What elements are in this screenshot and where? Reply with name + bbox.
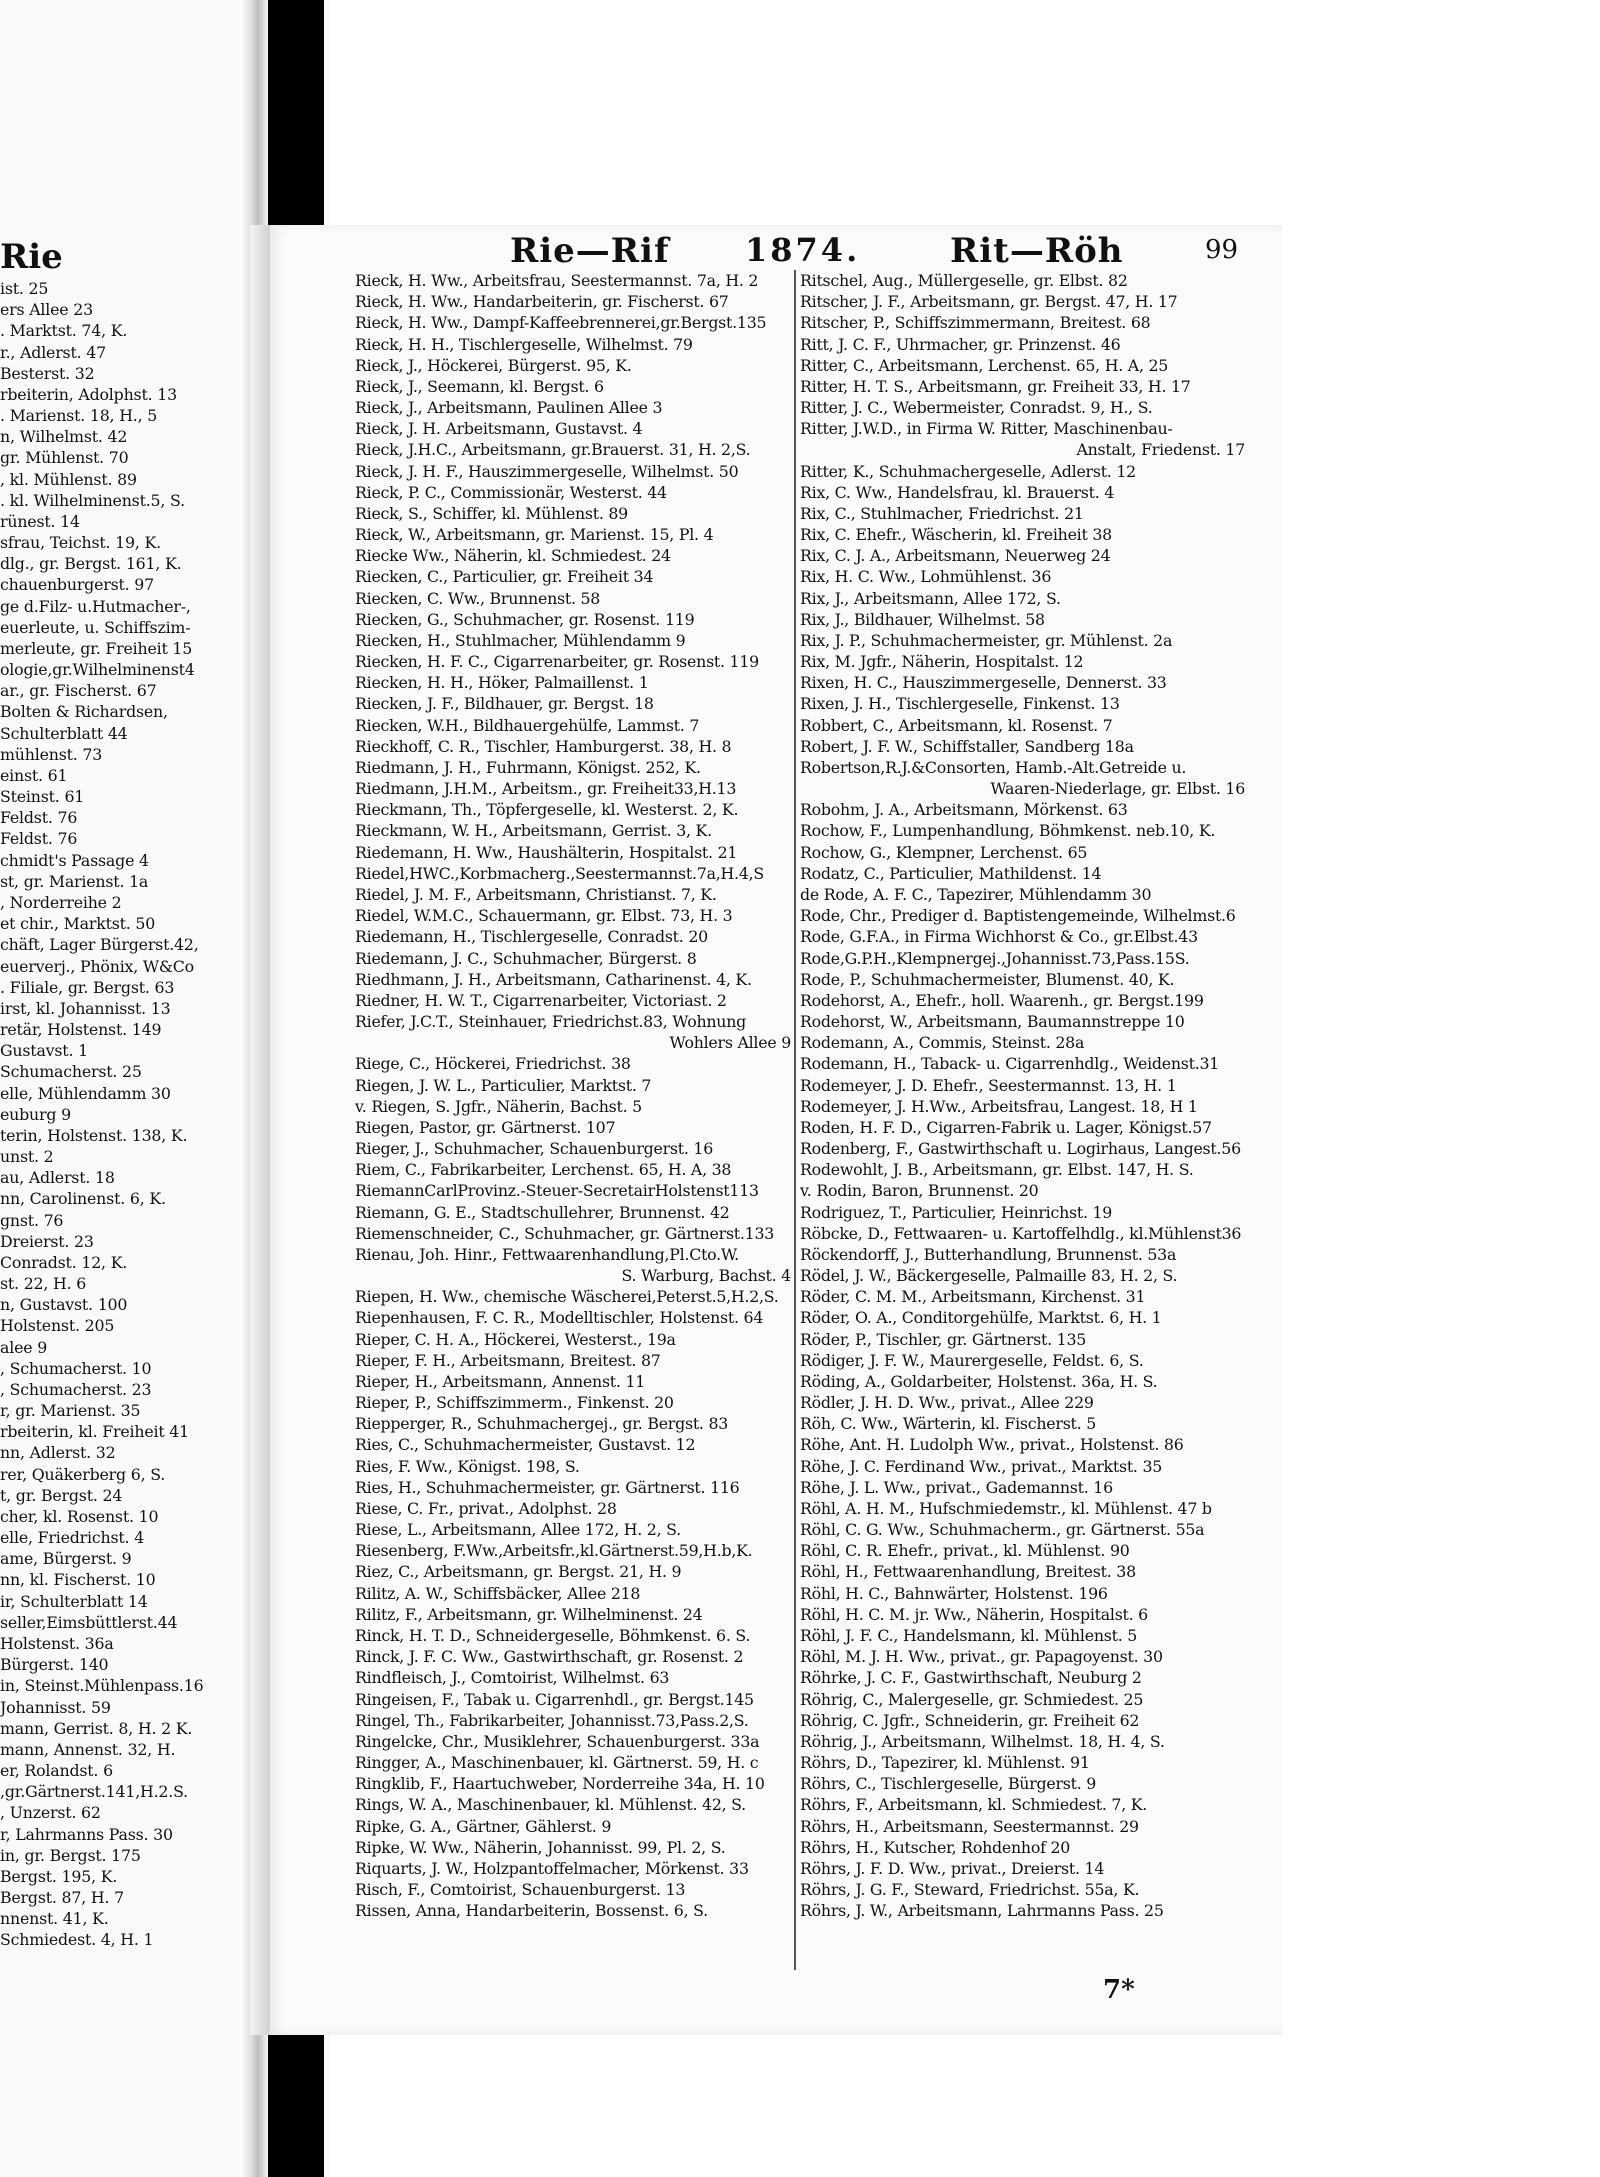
- directory-entry: Riedel, J. M. F., Arbeitsmann, Christianst. 7, K.: [355, 884, 717, 904]
- directory-entry: Rieper, C. H. A., Höckerei, Westerst., 19a: [355, 1329, 676, 1349]
- directory-entry: Riedmann, J.H.M., Arbeitsm., gr. Freiheit33,H.13: [355, 779, 737, 799]
- directory-entry: Riegen, J. W. L., Particulier, Marktst. 7: [355, 1075, 652, 1095]
- directory-entry: Rieck, P. C., Commissionär, Westerst. 44: [355, 482, 667, 502]
- left-page-lines: [0, 278, 255, 1951]
- directory-entry: Riquarts, J. W., Holzpantoffelmacher, Mörkenst. 33: [355, 1858, 749, 1878]
- directory-entry: Rödel, J. W., Bäckergeselle, Palmaille 83, H. 2, S.: [800, 1266, 1178, 1286]
- directory-entry: Rixen, H. C., Hauszimmergeselle, Dennerst. 33: [800, 673, 1167, 693]
- directory-entry: Riedemann, H., Tischlergeselle, Conradst. 20: [355, 927, 708, 947]
- directory-entry: Röhe, Ant. H. Ludolph Ww., privat., Holstenst. 86: [800, 1435, 1184, 1455]
- fragment-line: au, Adlerst. 18: [0, 1168, 115, 1188]
- signature-mark: 7*: [1103, 1975, 1135, 2005]
- fragment-line: Besterst. 32: [0, 363, 95, 383]
- fragment-line: , Unzerst. 62: [0, 1803, 101, 1823]
- fragment-line: n, Gustavst. 100: [0, 1295, 128, 1315]
- directory-entry: Röhl, M. J. H. Ww., privat., gr. Papagoyenst. 30: [800, 1647, 1163, 1667]
- directory-entry: Ringger, A., Maschinenbauer, kl. Gärtnerst. 59, H. c: [355, 1753, 759, 1773]
- fragment-line: Dreierst. 23: [0, 1231, 94, 1251]
- directory-entry: Riepperger, R., Schuhmachergej., gr. Bergst. 83: [355, 1414, 729, 1434]
- directory-entry: Rieck, H. Ww., Arbeitsfrau, Seestermannst. 7a, H. 2: [355, 271, 759, 290]
- directory-entry: Riecken, C., Particulier, gr. Freiheit 34: [355, 567, 654, 587]
- directory-entry: Röhrs, H., Arbeitsmann, Seestermannst. 29: [800, 1816, 1139, 1836]
- fragment-line: ir, Schulterblatt 14: [0, 1591, 148, 1611]
- fragment-line: Holstenst. 205: [0, 1316, 115, 1336]
- header-range-left: Rie—Rif: [510, 231, 670, 271]
- directory-entry: v. Rodin, Baron, Brunnenst. 20: [800, 1181, 1039, 1201]
- directory-entry: Röhl, C. R. Ehefr., privat., kl. Mühlenst. 90: [800, 1541, 1130, 1561]
- fragment-line: ame, Bürgerst. 9: [0, 1549, 132, 1569]
- directory-entry: Rieck, H. Ww., Dampf-Kaffeebrennerei,gr.Bergst.135: [355, 313, 767, 333]
- fragment-line: in, Steinst.Mühlenpass.16: [0, 1676, 204, 1696]
- fragment-line: ologie,gr.Wilhelminenst4: [0, 660, 195, 680]
- directory-entry: Wohlers Allee 9: [669, 1033, 791, 1053]
- directory-entry: Rodehorst, W., Arbeitsmann, Baumannstreppe 10: [800, 1012, 1185, 1032]
- fragment-line: , Schumacherst. 23: [0, 1379, 152, 1399]
- fragment-line: et chir., Marktst. 50: [0, 914, 156, 934]
- fragment-line: . kl. Wilhelminenst.5, S.: [0, 490, 185, 510]
- directory-entry: Rissen, Anna, Handarbeiterin, Bossenst. 6, S.: [355, 1901, 708, 1921]
- directory-entry: Rödler, J. H. D. Ww., privat., Allee 229: [800, 1393, 1094, 1413]
- fragment-line: nn, Carolinenst. 6, K.: [0, 1189, 166, 1209]
- directory-entry: Riedel,HWC.,Korbmacherg.,Seestermannst.7a,H.4,S: [355, 863, 764, 883]
- directory-entry: Rodriguez, T., Particulier, Heinrichst. 19: [800, 1202, 1113, 1222]
- directory-entry: Riez, C., Arbeitsmann, gr. Bergst. 21, H. 9: [355, 1562, 682, 1582]
- directory-entry: Rieck, J., Arbeitsmann, Paulinen Allee 3: [355, 398, 663, 418]
- directory-entry: Anstalt, Friedenst. 17: [1076, 440, 1245, 460]
- page-number: 99: [1205, 235, 1239, 265]
- fragment-line: Johannisst. 59: [0, 1697, 111, 1717]
- directory-entry: Rixen, J. H., Tischlergeselle, Finkenst. 13: [800, 694, 1120, 714]
- directory-entry: Ritter, H. T. S., Arbeitsmann, gr. Freiheit 33, H. 17: [800, 376, 1191, 396]
- fragment-line: Feldst. 76: [0, 808, 78, 828]
- directory-entry: Ripke, G. A., Gärtner, Gählerst. 9: [355, 1816, 612, 1836]
- fragment-line: ist. 25: [0, 279, 49, 298]
- fragment-line: mann, Annenst. 32, H.: [0, 1739, 176, 1759]
- fragment-line: rbeiterin, kl. Freiheit 41: [0, 1422, 190, 1442]
- directory-entry: Rochow, F., Lumpenhandlung, Böhmkenst. neb.10, K.: [800, 821, 1216, 841]
- fragment-line: . Marktst. 74, K.: [0, 321, 128, 341]
- directory-entry: Rodemeyer, J. D. Ehefr., Seestermannst. 13, H. 1: [800, 1075, 1177, 1095]
- fragment-line: elle, Friedrichst. 4: [0, 1528, 145, 1548]
- directory-entry: Rode, P., Schuhmachermeister, Blumenst. 40, K.: [800, 969, 1175, 989]
- directory-entry: Rix, J., Bildhauer, Wilhelmst. 58: [800, 609, 1045, 629]
- directory-entry: Rix, C. J. A., Arbeitsmann, Neuerweg 24: [800, 546, 1111, 566]
- fragment-line: rünest. 14: [0, 511, 80, 531]
- directory-entry: Röhrig, J., Arbeitsmann, Wilhelmst. 18, H. 4, S.: [800, 1731, 1165, 1751]
- directory-entry: Röder, O. A., Conditorgehülfe, Marktst. 6, H. 1: [800, 1308, 1162, 1328]
- fragment-line: Steinst. 61: [0, 787, 85, 807]
- directory-entry: Rix, H. C. Ww., Lohmühlenst. 36: [800, 567, 1052, 587]
- fragment-line: elle, Mühlendamm 30: [0, 1083, 171, 1103]
- directory-entry: Rode, G.F.A., in Firma Wichhorst & Co., gr.Elbst.43: [800, 927, 1198, 947]
- directory-entry: Waaren-Niederlage, gr. Elbst. 16: [990, 779, 1245, 799]
- directory-entry: Ritschel, Aug., Müllergeselle, gr. Elbst. 82: [800, 271, 1128, 290]
- directory-entry: Riegen, Pastor, gr. Gärtnerst. 107: [355, 1117, 616, 1137]
- fragment-line: nnenst. 41, K.: [0, 1909, 109, 1929]
- fragment-line: rer, Quäkerberg 6, S.: [0, 1464, 166, 1484]
- directory-entry: Rieckmann, W. H., Arbeitsmann, Gerrist. 3, K.: [355, 821, 712, 841]
- directory-entry: Rilitz, A. W., Schiffsbäcker, Allee 218: [355, 1583, 641, 1603]
- fragment-line: Schmiedest. 4, H. 1: [0, 1930, 154, 1950]
- fragment-line: , Schumacherst. 10: [0, 1358, 152, 1378]
- directory-entry: Röhrs, H., Kutscher, Rohdenhof 20: [800, 1837, 1071, 1857]
- directory-entry: Rodemann, H., Taback- u. Cigarrenhdlg., Weidenst.31: [800, 1054, 1220, 1074]
- directory-entry: Röhrs, C., Tischlergeselle, Bürgerst. 9: [800, 1774, 1097, 1794]
- directory-entry: Ritter, J. C., Webermeister, Conradst. 9, H., S.: [800, 398, 1153, 418]
- fragment-line: gnst. 76: [0, 1210, 64, 1230]
- directory-entry: Ripke, W. Ww., Näherin, Johannisst. 99, Pl. 2, S.: [355, 1837, 726, 1857]
- directory-entry: Röhe, J. L. Ww., privat., Gademannst. 16: [800, 1477, 1113, 1497]
- fragment-line: Bürgerst. 140: [0, 1655, 109, 1675]
- directory-entry: Riefer, J.C.T., Steinhauer, Friedrichst.83, Wohnung: [355, 1012, 747, 1032]
- directory-entry: S. Warburg, Bachst. 4: [621, 1266, 791, 1286]
- fragment-line: n, Wilhelmst. 42: [0, 427, 128, 447]
- fragment-line: ge d.Filz- u.Hutmacher-,: [0, 596, 191, 616]
- directory-entry: Röhrs, J. F. D. Ww., privat., Dreierst. 14: [800, 1858, 1105, 1878]
- fragment-line: er, Rolandst. 6: [0, 1761, 113, 1781]
- left-page-header: Rie: [0, 237, 63, 277]
- directory-entry: Röhrs, J. W., Arbeitsmann, Lahrmanns Pass. 25: [800, 1901, 1164, 1921]
- directory-entry: Rodenberg, F., Gastwirthschaft u. Logirhaus, Langest.56: [800, 1139, 1241, 1159]
- directory-entry: Ringklib, F., Haartuchweber, Norderreihe 34a, H. 10: [355, 1774, 765, 1794]
- directory-entry: Rix, C. Ww., Handelsfrau, kl. Brauerst. 4: [800, 482, 1115, 502]
- directory-entry: Röhrke, J. C. F., Gastwirthschaft, Neuburg 2: [800, 1668, 1142, 1688]
- fragment-line: Holstenst. 36a: [0, 1634, 114, 1653]
- fragment-line: chmidt's Passage 4: [0, 850, 149, 870]
- header-range-right: Rit—Röh: [950, 231, 1124, 271]
- directory-entry: Röhrig, C. Jgfr., Schneiderin, gr. Freiheit 62: [800, 1710, 1140, 1730]
- fragment-line: seller,Eimsbüttlerst.44: [0, 1612, 178, 1632]
- directory-entry: Ritscher, J. F., Arbeitsmann, gr. Bergst. 47, H. 17: [800, 292, 1178, 312]
- directory-entry: Riem, C., Fabrikarbeiter, Lerchenst. 65, H. A, 38: [355, 1160, 732, 1180]
- directory-entry: Rieck, J.H.C., Arbeitsmann, gr.Brauerst. 31, H. 2,S.: [355, 440, 751, 460]
- fragment-line: Bolten & Richardsen,: [0, 702, 168, 722]
- fragment-line: . Marienst. 18, H., 5: [0, 406, 158, 426]
- directory-entry: Riedhmann, J. H., Arbeitsmann, Catharinenst. 4, K.: [355, 969, 752, 989]
- directory-entry: Rix, C., Stuhlmacher, Friedrichst. 21: [800, 503, 1084, 523]
- directory-entry: Riedmann, J. H., Fuhrmann, Königst. 252, K.: [355, 757, 701, 777]
- fragment-line: gr. Mühlenst. 70: [0, 448, 129, 468]
- directory-entry: Riepen, H. Ww., chemische Wäscherei,Peterst.5,H.2,S.: [355, 1287, 779, 1307]
- directory-entry: Rieck, W., Arbeitsmann, gr. Marienst. 15, Pl. 4: [355, 525, 714, 545]
- directory-entry: Röckendorff, J., Butterhandlung, Brunnenst. 53a: [800, 1244, 1177, 1264]
- directory-entry: Ries, C., Schuhmachermeister, Gustavst. 12: [355, 1435, 696, 1455]
- fragment-line: unst. 2: [0, 1147, 54, 1167]
- fragment-line: Schumacherst. 25: [0, 1062, 142, 1082]
- fragment-line: nn, kl. Fischerst. 10: [0, 1570, 156, 1590]
- directory-entry: Ritter, K., Schuhmachergeselle, Adlerst. 12: [800, 461, 1136, 481]
- directory-column-left: [355, 270, 791, 1921]
- fragment-line: euerverj., Phönix, W&Co: [0, 956, 194, 976]
- fragment-line: . Filiale, gr. Bergst. 63: [0, 977, 175, 997]
- directory-entry: Rodewohlt, J. B., Arbeitsmann, gr. Elbst. 147, H. S.: [800, 1160, 1194, 1180]
- directory-entry: Rieckmann, Th., Töpfergeselle, kl. Westerst. 2, K.: [355, 800, 739, 820]
- fragment-line: Schulterblatt 44: [0, 723, 128, 743]
- fragment-line: irst, kl. Johannisst. 13: [0, 998, 171, 1018]
- fragment-line: r., Adlerst. 47: [0, 342, 106, 362]
- directory-entry: Risch, F., Comtoirist, Schauenburgerst. 13: [355, 1880, 686, 1900]
- directory-entry: Ries, H., Schuhmachermeister, gr. Gärtnerst. 116: [355, 1477, 740, 1497]
- fragment-line: t, gr. Bergst. 24: [0, 1485, 123, 1505]
- directory-entry: Rilitz, F., Arbeitsmann, gr. Wilhelminenst. 24: [355, 1604, 703, 1624]
- fragment-line: chauenburgerst. 97: [0, 575, 154, 595]
- directory-entry: Ringeisen, F., Tabak u. Cigarrenhdl., gr. Bergst.145: [355, 1689, 754, 1709]
- fragment-line: retär, Holstenst. 149: [0, 1020, 162, 1040]
- directory-entry: Rochow, G., Klempner, Lerchenst. 65: [800, 842, 1088, 862]
- directory-entry: Rodemeyer, J. H.Ww., Arbeitsfrau, Langest. 18, H 1: [800, 1096, 1198, 1116]
- directory-entry: Riese, L., Arbeitsmann, Allee 172, H. 2, S.: [355, 1520, 681, 1540]
- directory-entry: Rix, J. P., Schuhmachermeister, gr. Mühlenst. 2a: [800, 630, 1173, 650]
- directory-entry: Robert, J. F. W., Schiffstaller, Sandberg 18a: [800, 736, 1134, 756]
- directory-entry: Riecken, H. F. C., Cigarrenarbeiter, gr. Rosenst. 119: [355, 652, 759, 672]
- fragment-line: euburg 9: [0, 1104, 71, 1124]
- directory-entry: Rodehorst, A., Ehefr., holl. Waarenh., gr. Bergst.199: [800, 990, 1204, 1010]
- directory-entry: Röhrs, J. G. F., Steward, Friedrichst. 55a, K.: [800, 1880, 1140, 1900]
- page-header: [355, 231, 1275, 275]
- directory-entry: Rieper, F. H., Arbeitsmann, Breitest. 87: [355, 1350, 661, 1370]
- fragment-line: Bergst. 87, H. 7: [0, 1888, 124, 1908]
- directory-entry: Rienau, Joh. Hinr., Fettwaarenhandlung,Pl.Cto.W.: [355, 1244, 739, 1264]
- fragment-line: einst. 61: [0, 765, 68, 785]
- directory-entry: Riesenberg, F.Ww.,Arbeitsfr.,kl.Gärtnerst.59,H.b,K.: [355, 1541, 753, 1561]
- fragment-line: mann, Gerrist. 8, H. 2 K.: [0, 1718, 193, 1738]
- fragment-line: in, gr. Bergst. 175: [0, 1845, 141, 1865]
- directory-entry: Rieck, J. H. Arbeitsmann, Gustavst. 4: [355, 419, 643, 439]
- fragment-line: ,gr.Gärtnerst.141,H.2.S.: [0, 1782, 188, 1802]
- directory-entry: Röbcke, D., Fettwaaren- u. Kartoffelhdlg., kl.Mühlenst36: [800, 1223, 1242, 1243]
- fragment-line: ers Allee 23: [0, 300, 93, 320]
- fragment-line: ar., gr. Fischerst. 67: [0, 681, 157, 701]
- directory-entry: Riese, C. Fr., privat., Adolphst. 28: [355, 1498, 617, 1518]
- directory-entry: Ringel, Th., Fabrikarbeiter, Johannisst.73,Pass.2,S.: [355, 1710, 749, 1730]
- directory-entry: Rieck, J. H. F., Hauszimmergeselle, Wilhelmst. 50: [355, 461, 739, 481]
- fragment-line: nn, Adlerst. 32: [0, 1443, 116, 1463]
- directory-entry: Rinck, J. F. C. Ww., Gastwirthschaft, gr. Rosenst. 2: [355, 1647, 744, 1667]
- directory-entry: Röhl, A. H. M., Hufschmiedemstr., kl. Mühlenst. 47 b: [800, 1498, 1212, 1518]
- directory-entry: de Rode, A. F. C., Tapezirer, Mühlendamm 30: [800, 884, 1152, 904]
- fragment-line: dlg., gr. Bergst. 161, K.: [0, 554, 182, 574]
- directory-entry: Rode,G.P.H.,Klempnergej.,Johannisst.73,Pass.15S.: [800, 948, 1190, 968]
- directory-entry: Riemann, G. E., Stadtschullehrer, Brunnenst. 42: [355, 1202, 730, 1222]
- directory-entry: Röhl, J. F. C., Handelsmann, kl. Mühlenst. 5: [800, 1626, 1138, 1645]
- directory-entry: Riedemann, H. Ww., Haushälterin, Hospitalst. 21: [355, 842, 738, 862]
- directory-entry: Röhrs, D., Tapezirer, kl. Mühlenst. 91: [800, 1753, 1090, 1773]
- directory-entry: Riecken, G., Schuhmacher, gr. Rosenst. 119: [355, 609, 695, 629]
- fragment-line: r, gr. Marienst. 35: [0, 1401, 141, 1421]
- directory-entry: Rieck, S., Schiffer, kl. Mühlenst. 89: [355, 503, 628, 523]
- directory-entry: Riecken, H. H., Höker, Palmaillenst. 1: [355, 673, 649, 693]
- directory-entry: Röh, C. Ww., Wärterin, kl. Fischerst. 5: [800, 1414, 1096, 1434]
- directory-entry: Röder, P., Tischler, gr. Gärtnerst. 135: [800, 1329, 1087, 1349]
- directory-entry: Riecken, H., Stuhlmacher, Mühlendamm 9: [355, 630, 686, 650]
- fragment-line: merleute, gr. Freiheit 15: [0, 638, 193, 658]
- directory-entry: Rix, C. Ehefr., Wäscherin, kl. Freiheit 38: [800, 525, 1112, 545]
- directory-entry: v. Riegen, S. Jgfr., Näherin, Bachst. 5: [355, 1096, 642, 1116]
- directory-entry: Roden, H. F. D., Cigarren-Fabrik u. Lager, Königst.57: [800, 1117, 1212, 1137]
- directory-entry: Rode, Chr., Prediger d. Baptistengemeinde, Wilhelmst.6: [800, 906, 1236, 926]
- directory-entry: Rieck, H. Ww., Handarbeiterin, gr. Fischerst. 67: [355, 292, 729, 312]
- directory-entry: Rodemann, A., Commis, Steinst. 28a: [800, 1033, 1085, 1053]
- directory-entry: Rieck, J., Höckerei, Bürgerst. 95, K.: [355, 355, 632, 375]
- directory-entry: Riecken, W.H., Bildhauergehülfe, Lammst. 7: [355, 715, 700, 735]
- directory-entry: Riepenhausen, F. C. R., Modelltischler, Holstenst. 64: [355, 1308, 764, 1328]
- directory-entry: Riemenschneider, C., Schuhmacher, gr. Gärtnerst.133: [355, 1223, 775, 1243]
- directory-entry: Rieck, H. H., Tischlergeselle, Wilhelmst. 79: [355, 334, 693, 354]
- directory-entry: Riedner, H. W. T., Cigarrenarbeiter, Victoriast. 2: [355, 990, 727, 1010]
- directory-entry: Röhl, H. C. M. jr. Ww., Näherin, Hospitalst. 6: [800, 1604, 1148, 1624]
- directory-entry: Rieper, H., Arbeitsmann, Annenst. 11: [355, 1371, 646, 1391]
- fragment-line: terin, Holstenst. 138, K.: [0, 1125, 188, 1145]
- directory-entry: Riecken, C. Ww., Brunnenst. 58: [355, 588, 601, 608]
- directory-entry: Riedel, W.M.C., Schauermann, gr. Elbst. 73, H. 3: [355, 906, 733, 926]
- fragment-line: euerleute, u. Schiffszim-: [0, 617, 191, 637]
- directory-entry: Röder, C. M. M., Arbeitsmann, Kirchenst. 31: [800, 1287, 1146, 1307]
- directory-entry: Rieck, J., Seemann, kl. Bergst. 6: [355, 376, 604, 396]
- fragment-line: Gustavst. 1: [0, 1041, 88, 1061]
- directory-entry: Ritter, C., Arbeitsmann, Lerchenst. 65, H. A, 25: [800, 355, 1169, 375]
- fragment-line: Conradst. 12, K.: [0, 1252, 128, 1272]
- directory-entry: Rix, M. Jgfr., Näherin, Hospitalst. 12: [800, 652, 1084, 672]
- directory-entry: Röhl, C. G. Ww., Schuhmacherm., gr. Gärtnerst. 55a: [800, 1520, 1205, 1540]
- directory-entry: Robbert, C., Arbeitsmann, kl. Rosenst. 7: [800, 715, 1113, 735]
- fragment-line: , kl. Mühlenst. 89: [0, 469, 137, 489]
- fragment-line: r, Lahrmanns Pass. 30: [0, 1824, 173, 1844]
- directory-entry: Rödiger, J. F. W., Maurergeselle, Feldst. 6, S.: [800, 1350, 1144, 1370]
- directory-entry: Rings, W. A., Maschinenbauer, kl. Mühlenst. 42, S.: [355, 1795, 746, 1815]
- directory-entry: Rieger, J., Schuhmacher, Schauenburgerst. 16: [355, 1139, 714, 1159]
- directory-entry: Ritter, J.W.D., in Firma W. Ritter, Maschinenbau-: [800, 419, 1173, 439]
- directory-entry: Rieckhoff, C. R., Tischler, Hamburgerst. 38, H. 8: [355, 736, 732, 756]
- directory-entry: Rindfleisch, J., Comtoirist, Wilhelmst. 63: [355, 1668, 670, 1688]
- directory-entry: Röhrs, F., Arbeitsmann, kl. Schmiedest. 7, K.: [800, 1795, 1148, 1815]
- fragment-line: mühlenst. 73: [0, 744, 103, 764]
- directory-entry: Ringelcke, Chr., Musiklehrer, Schauenburgerst. 33a: [355, 1731, 760, 1751]
- fragment-line: cher, kl. Rosenst. 10: [0, 1506, 159, 1526]
- header-year: 1874.: [745, 231, 861, 269]
- directory-entry: Röhe, J. C. Ferdinand Ww., privat., Marktst. 35: [800, 1456, 1163, 1476]
- fragment-line: alee 9: [0, 1337, 48, 1357]
- directory-entry: Rieper, P., Schiffszimmerm., Finkenst. 20: [355, 1393, 674, 1413]
- fragment-line: , Norderreihe 2: [0, 892, 122, 912]
- fragment-line: rbeiterin, Adolphst. 13: [0, 384, 177, 404]
- fragment-line: chäft, Lager Bürgerst.42,: [0, 935, 199, 955]
- directory-entry: Riege, C., Höckerei, Friedrichst. 38: [355, 1054, 631, 1074]
- directory-column-right: [800, 270, 1245, 1921]
- directory-entry: Riedemann, J. C., Schuhmacher, Bürgerst. 8: [355, 948, 697, 968]
- directory-entry: Röhl, H., Fettwaarenhandlung, Breitest. 38: [800, 1562, 1136, 1582]
- directory-entry: Robohm, J. A., Arbeitsmann, Mörkenst. 63: [800, 800, 1128, 820]
- directory-entry: Ritscher, P., Schiffszimmermann, Breitest. 68: [800, 313, 1151, 333]
- directory-entry: Röding, A., Goldarbeiter, Holstenst. 36a, H. S.: [800, 1371, 1158, 1391]
- directory-entry: Riecken, J. F., Bildhauer, gr. Bergst. 18: [355, 694, 654, 714]
- fragment-line: Bergst. 195, K.: [0, 1866, 118, 1886]
- directory-entry: Rix, J., Arbeitsmann, Allee 172, S.: [800, 588, 1061, 608]
- directory-entry: Riecke Ww., Näherin, kl. Schmiedest. 24: [355, 546, 671, 566]
- fragment-line: Feldst. 76: [0, 829, 78, 849]
- directory-entry: Ries, F. Ww., Königst. 198, S.: [355, 1456, 580, 1476]
- directory-entry: Ritt, J. C. F., Uhrmacher, gr. Prinzenst. 46: [800, 334, 1121, 354]
- column-divider: [794, 270, 796, 1970]
- fragment-line: st, gr. Marienst. 1a: [0, 871, 149, 891]
- directory-entry: Rodatz, C., Particulier, Mathildenst. 14: [800, 863, 1102, 883]
- directory-entry: Robertson,R.J.&Consorten, Hamb.-Alt.Getreide u.: [800, 757, 1187, 777]
- directory-entry: Röhl, H. C., Bahnwärter, Holstenst. 196: [800, 1583, 1108, 1603]
- directory-entry: Röhrig, C., Malergeselle, gr. Schmiedest. 25: [800, 1689, 1144, 1709]
- left-page-fragment: [0, 236, 255, 2016]
- directory-entry: Rinck, H. T. D., Schneidergeselle, Böhmkenst. 6. S.: [355, 1626, 751, 1645]
- fragment-line: sfrau, Teichst. 19, K.: [0, 533, 161, 553]
- directory-entry: RiemannCarlProvinz.-Steuer-SecretairHolstenst113: [355, 1181, 759, 1201]
- fragment-line: st. 22, H. 6: [0, 1274, 87, 1294]
